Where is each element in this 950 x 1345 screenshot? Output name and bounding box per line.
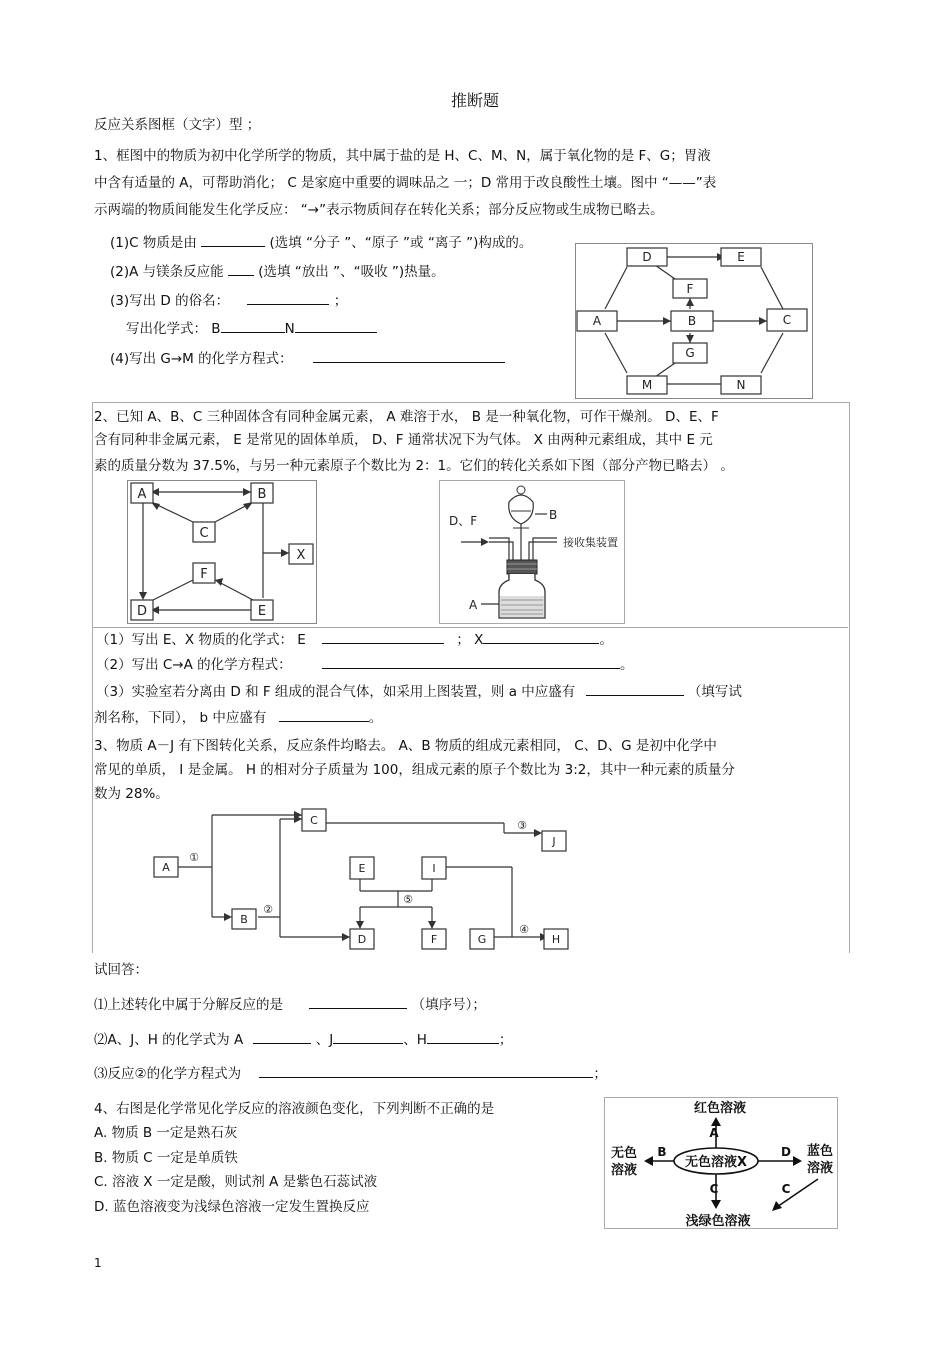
q2-line1: 2、已知 A、B、C 三种固体含有同种金属元素， A 难溶于水， B 是一种氧化物，可作干燥剂。 D、E、F xyxy=(94,409,719,425)
node-label: C xyxy=(310,814,318,827)
q1-sub4 xyxy=(110,348,505,369)
q1-line3: 示两端的物质间能发生化学反应： “→”表示物质间存在转化关系；部分反应物或生成物已略去。 xyxy=(94,202,664,218)
q3-line3: 数为 28%。 xyxy=(94,786,169,802)
q3-sub2-j: 、J xyxy=(315,1032,334,1048)
q4-option-a[interactable]: A. 物质 B 一定是熟石灰 xyxy=(94,1125,238,1141)
edge-label: C xyxy=(781,1182,791,1196)
apparatus-input-label: D、F xyxy=(449,514,478,528)
q2-apparatus xyxy=(439,480,625,624)
node-label: A xyxy=(162,861,170,874)
answer-blank[interactable] xyxy=(333,1029,403,1044)
answer-blank[interactable] xyxy=(322,654,620,669)
q4-option-b[interactable]: B. 物质 C 一定是单质铁 xyxy=(94,1150,238,1166)
node-label: X xyxy=(296,548,306,563)
node-label: I xyxy=(432,862,436,875)
node-label: A xyxy=(137,487,147,502)
q2-sub1-x: ； X xyxy=(456,632,484,648)
q1-sub1-text: (1)C 物质是由 xyxy=(110,235,197,251)
answer-blank[interactable] xyxy=(221,318,285,333)
q3-sub1 xyxy=(94,994,486,1015)
node-label: B xyxy=(240,913,248,926)
node-label: N xyxy=(736,378,746,392)
page-title: 推断题 xyxy=(450,91,499,110)
q2-sub3-text: （3）实验室若分离由 D 和 F 组成的混合气体，如采用上图装置，则 a 中应盛有 xyxy=(96,684,576,700)
red-solution-label: 红色溶液 xyxy=(693,1101,747,1116)
q2-line3: 素的质量分数为 37.5%，与另一种元素原子个数比为 2：1。它们的转化关系如下图（部分产物已略去） 。 xyxy=(94,458,734,474)
reaction-mark: ③ xyxy=(517,819,527,832)
q3-sub2-h: 、H xyxy=(403,1032,427,1048)
edge-label: C xyxy=(709,1182,719,1196)
q2-sub2-text: （2）写出 C→A 的化学方程式： xyxy=(96,657,292,673)
node-label: B xyxy=(687,314,697,328)
q1-sub1-tail: (选填 “分子 ”、“原子 ”或 “离子 ”)构成的。 xyxy=(269,235,533,251)
answer-blank[interactable] xyxy=(322,629,444,644)
q1-sub2 xyxy=(110,261,445,282)
node-label: E xyxy=(737,250,745,264)
q4-option-d[interactable]: D. 蓝色溶液变为浅绿色溶液一定发生置换反应 xyxy=(94,1199,370,1215)
center-label: 无色溶液X xyxy=(684,1155,748,1170)
node-label: G xyxy=(685,346,695,360)
node-label: A xyxy=(592,314,602,328)
q1-formula-b-label: 写出化学式： B xyxy=(126,321,221,337)
answer-blank[interactable] xyxy=(295,318,377,333)
q1-diagram xyxy=(575,243,813,399)
q1-sub2-tail: (选填 “放出 ”、“吸收 ”)热量。 xyxy=(258,264,445,280)
page-number: 1 xyxy=(94,1256,102,1270)
q1-formula-n-label: N xyxy=(284,321,295,337)
colorless-solution-label: 无色 xyxy=(610,1146,638,1161)
reaction-mark: ② xyxy=(263,903,273,916)
q2-line2: 含有同种非金属元素， E 是常见的固体单质， D、F 通常状况下为气体。 X 由两种元素组成，其中 E 元 xyxy=(94,432,713,448)
answer-blank[interactable] xyxy=(253,1029,311,1044)
edge-label: D xyxy=(781,1145,791,1159)
answer-blank[interactable] xyxy=(259,1063,593,1078)
q1-sub1 xyxy=(110,232,532,253)
node-label: C xyxy=(199,526,209,541)
node-label: F xyxy=(200,567,208,582)
answer-blank[interactable] xyxy=(228,261,254,276)
q1-sub3-text: (3)写出 D 的俗名： xyxy=(110,293,230,309)
edge-label: A xyxy=(709,1126,719,1140)
q2-sub1 xyxy=(96,629,613,650)
node-label: E xyxy=(257,604,267,619)
q2-sub2 xyxy=(96,654,633,675)
node-label: D xyxy=(136,604,148,619)
node-label: C xyxy=(782,313,792,327)
q3-sub2-text: ⑵A、J、H 的化学式为 A xyxy=(94,1032,244,1048)
reaction-mark: ① xyxy=(189,851,199,864)
diagram-frame xyxy=(128,481,317,624)
q3-sub1-tail: （填序号）； xyxy=(411,997,486,1013)
q3-ask: 试回答： xyxy=(94,962,148,978)
q1-line2: 中含有适量的 A，可帮助消化； C 是家庭中重要的调味品之 一；D 常用于改良酸性土壤。图中 “——”表 xyxy=(94,175,717,191)
q2-sub1-text: （1）写出 E、X 物质的化学式： E xyxy=(96,632,306,648)
stopper xyxy=(507,560,537,574)
q3-nodes xyxy=(154,809,568,949)
answer-blank[interactable] xyxy=(427,1029,499,1044)
node-label: D xyxy=(642,250,652,264)
q1-sub3b xyxy=(126,318,377,339)
q2-sub2-end: 。 xyxy=(619,657,634,673)
colorless-solution-label2: 溶液 xyxy=(610,1163,638,1178)
q2-sub1-end: 。 xyxy=(599,632,613,648)
node-label: E xyxy=(358,862,366,875)
edge-label: B xyxy=(657,1145,667,1159)
node-label: G xyxy=(477,933,487,946)
q4-option-c[interactable]: C. 溶液 X 一定是酸，则试剂 A 是紫色石蕊试液 xyxy=(94,1174,378,1190)
answer-blank[interactable] xyxy=(483,629,599,644)
input-arrowhead xyxy=(481,538,489,546)
light-green-solution-label: 浅绿色溶液 xyxy=(685,1214,751,1229)
answer-blank[interactable] xyxy=(201,232,265,247)
answer-blank[interactable] xyxy=(309,994,407,1009)
blue-solution-label: 蓝色 xyxy=(806,1144,834,1159)
node-label: J xyxy=(552,835,556,848)
q3-sub2-end: ； xyxy=(498,1032,513,1048)
q3-sub1-text: ⑴上述转化中属于分解反应的是 xyxy=(94,997,283,1013)
q2-sub3b-end: 。 xyxy=(368,710,383,726)
q2-diagram xyxy=(127,480,317,624)
node-label: M xyxy=(641,378,653,392)
node-label: D xyxy=(357,933,367,946)
q3-arrowheads xyxy=(224,811,548,941)
q1-sub2-text: (2)A 与镁条反应能 xyxy=(110,264,224,280)
q2-sub3b xyxy=(94,707,382,728)
answer-blank[interactable] xyxy=(313,348,505,363)
q1-sub4-text: (4)写出 G→M 的化学方程式： xyxy=(110,351,293,367)
q3-sub3-end: ； xyxy=(593,1066,607,1082)
q4-diagram xyxy=(604,1097,838,1229)
q1-sub3 xyxy=(110,290,347,311)
q2-sub3-tail: （填写试 xyxy=(687,684,742,700)
q4-stem: 4、右图是化学常见化学反应的溶液颜色变化，下列判断不正确的是 xyxy=(94,1101,495,1117)
apparatus-out-label: 接收集装置 xyxy=(563,536,618,549)
apparatus-a-label: A xyxy=(469,598,478,612)
q2-divider xyxy=(92,627,848,628)
answer-blank[interactable] xyxy=(586,681,684,696)
node-label: B xyxy=(257,487,267,502)
answer-blank[interactable] xyxy=(279,707,369,722)
q2-connectors xyxy=(143,492,289,610)
q3-sub3 xyxy=(94,1063,607,1084)
q3-line1: 3、物质 A－J 有下图转化关系，反应条件均略去。 A、B 物质的组成元素相同， C、D、G 是初中化学中 xyxy=(94,738,717,754)
q2-sub3 xyxy=(96,681,742,702)
reaction-mark: ④ xyxy=(519,923,529,936)
q2-sub3b-text: 剂名称，下同）， b 中应盛有 xyxy=(94,710,267,726)
q3-line2: 常见的单质， I 是金属。 H 的相对分子质量为 100，组成元素的原子个数比为 3:2，其中一种元素的质量分 xyxy=(94,762,735,778)
node-label: F xyxy=(686,282,694,296)
q3-diagram xyxy=(150,805,570,953)
blue-solution-label2: 溶液 xyxy=(806,1161,834,1176)
node-label: H xyxy=(551,933,561,946)
apparatus-b-label: B xyxy=(549,508,558,522)
q3-sub3-text: ⑶反应②的化学方程式为 xyxy=(94,1066,242,1082)
answer-blank[interactable] xyxy=(247,290,329,305)
section-subtitle: 反应关系图框（文字）型 ； xyxy=(94,117,261,133)
node-label: F xyxy=(430,933,438,946)
q1-line1: 1、框图中的物质为初中化学所学的物质，其中属于盐的是 H、C、M、N，属于氧化物的是 F、G；胃液 xyxy=(94,148,711,164)
reaction-mark: ⑤ xyxy=(403,893,413,906)
q3-sub2 xyxy=(94,1029,512,1050)
q1-sub3-tail: ； xyxy=(333,293,348,309)
